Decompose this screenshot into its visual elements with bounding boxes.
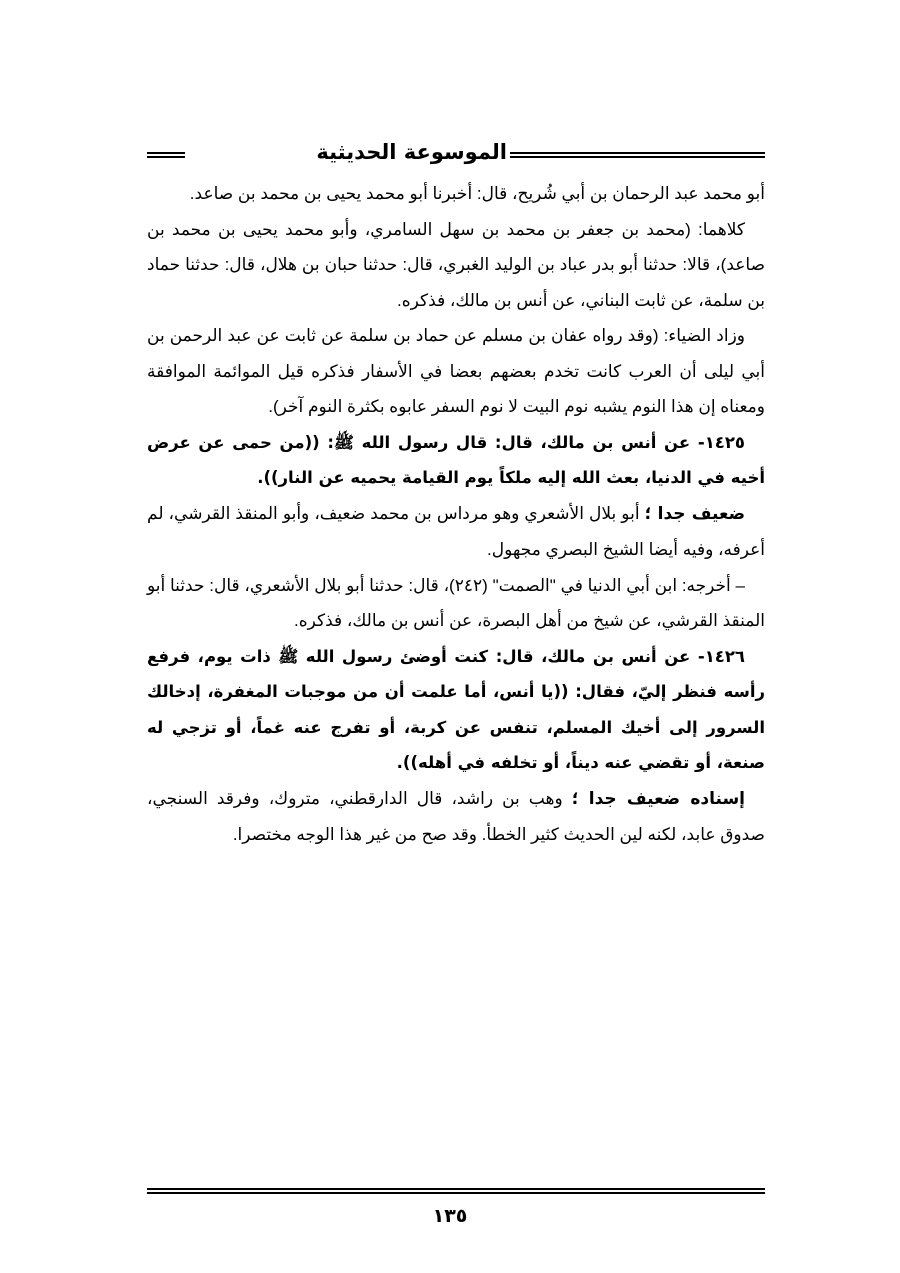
running-header [147,140,765,174]
paragraph-isnad-continuation: أبو محمد عبد الرحمان بن أبي شُريح، قال: أخبرنا أبو محمد يحيى بن محمد بن صاعد. [189,184,765,203]
page-body [147,176,765,853]
paragraph-takhrij-1425: – أخرجه: ابن أبي الدنيا في "الصمت" (٢٤٢)، قال: حدثنا أبو بلال الأشعري، قال: حدثنا أبو المنقذ القرشي، عن شيخ من أهل البصرة، عن أنس بن مالك، فذكره. [147,575,765,630]
header-rule-left [147,152,185,158]
grading-text: وهب بن راشد، قال الدارقطني، متروك، وفرقد السنجي، صدوق عابد، لكنه لين الحديث كثير الخطأ. وقد صح من غير هذا الوجه مختصرا. [147,788,765,844]
hadith-1426: ١٤٢٦- عن أنس بن مالك، قال: كنت أوضئ رسول الله ﷺ ذات يوم، فرفع رأسه فنظر إليّ، فقال: ((يا أنس، أما علمت أن من موجبات المغفرة، إدخالك السرور إلى أخيك المسلم، تنفس عن كربة، أو تفرج عنه غماً، أو تزجي له صنعة، أو تقضي عنه ديناً، أو تخلفه في أهله)). [147,646,765,772]
paragraph-grading-1426 [147,781,765,853]
footer-rule [147,1188,765,1194]
grading-text: أبو بلال الأشعري وهو مرداس بن محمد ضعيف، وأبو المنقذ القرشي، لم أعرفه، وفيه أيضا الشيخ البصري مجهول. [147,503,765,559]
grading-label: إسناده ضعيف جدا ؛ [571,788,745,809]
page-number: ١٣٥ [432,1205,468,1227]
hadith-1425: ١٤٢٥- عن أنس بن مالك، قال: قال رسول الله ﷺ: ((من حمى عن عرض أخيه في الدنيا، بعث الله إليه ملكاً يوم القيامة يحميه عن النار)). [147,432,765,487]
paragraph-diya-addition: وزاد الضياء: (وقد رواه عفان بن مسلم عن حماد بن سلمة عن ثابت عن عبد الرحمن بن أبي ليلى أن العرب كانت تخدم بعضهم بعضا في الأسفار فذكره قيل الموائمة الموافقة ومعناه إن هذا النوم يشبه نوم البيت لا نوم السفر عابوه بكثرة النوم آخر). [147,326,765,416]
header-title: الموسوعة الحديثية [316,140,507,164]
grading-label: ضعيف جدا ؛ [644,503,745,524]
paragraph-grading-1425 [147,496,765,568]
paragraph-both-narrators: كلاهما: (محمد بن جعفر بن محمد بن سهل السامري، وأبو محمد يحيى بن محمد بن صاعد)، قالا: حدثنا أبو بدر عباد بن الوليد الغبري، قال: حدثنا حبان بن هلال، قال: حدثنا حماد بن سلمة، عن ثابت البناني، عن أنس بن مالك، فذكره. [147,219,765,310]
header-rule-right [510,152,765,158]
